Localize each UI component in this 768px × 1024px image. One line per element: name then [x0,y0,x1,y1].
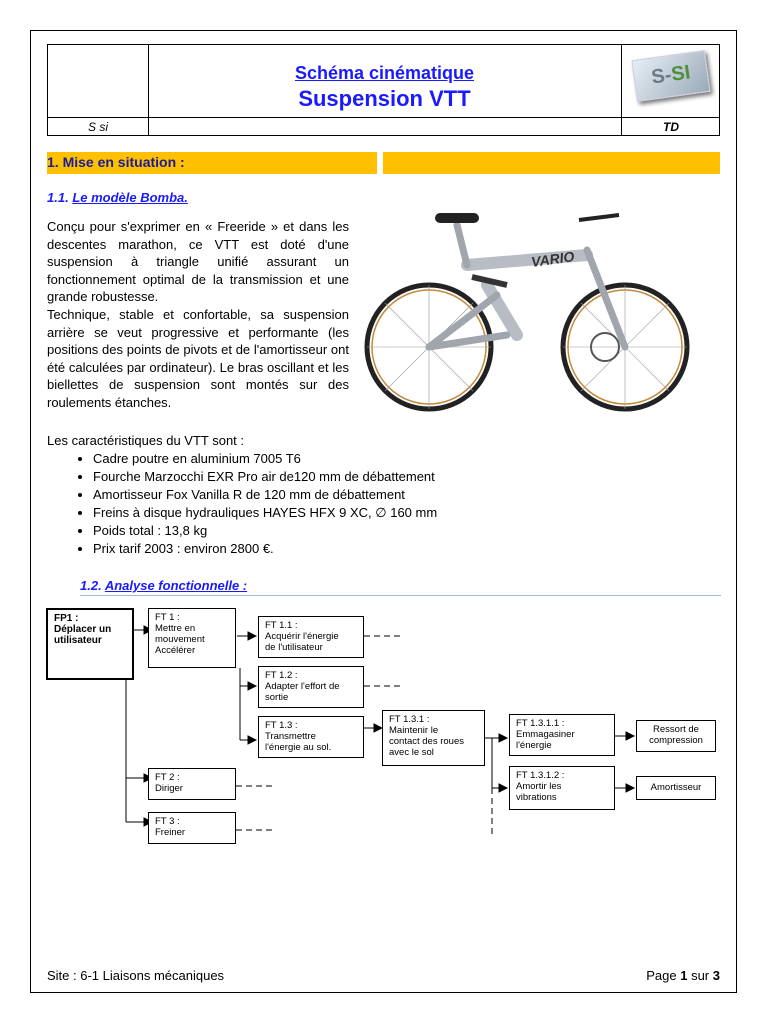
logo-text-a: S- [650,64,673,89]
subsection-underline [80,595,721,596]
ft3-box [148,812,236,844]
subsection-1-2 [80,578,247,593]
header-right-label: TD [621,118,720,136]
list-item: • Amortisseur Fox Vanilla R de 120 mm de débattement [93,486,437,504]
ft2-box [148,768,236,800]
paragraph-1: Conçu pour s'exprimer en « Freeride » et dans les descentes marathon, ce VTT est doté d'une suspension à triangle unifié assurant un fonctionnement optimal de la transmission et une grande robustesse. [47,219,349,305]
box-line: Accélérer [155,645,196,656]
ft1-2-box [258,666,364,708]
box-line: Emmagasiner [516,729,575,740]
description-paragraph [47,218,349,412]
box-line: FT 1.3.1.2 : [516,770,565,781]
ssi-logo [631,50,710,102]
ft1-3-1-1-box [509,714,615,756]
box-line: FT 1.2 : [265,670,298,681]
bike-image [357,185,697,425]
list-item: • Fourche Marzocchi EXR Pro air de120 mm de débattement [93,468,437,486]
footer-page-current: 1 [680,968,688,983]
box-line: utilisateur [54,635,102,646]
box-line: Adapter l'effort de [265,681,340,692]
footer-of-word: sur [691,968,710,983]
characteristics-list [47,450,437,558]
box-line: contact des roues [389,736,464,747]
box-line: Amortisseur [650,782,702,793]
subsection-title: Le modèle Bomba. [72,190,188,205]
box-line: Amortir les [516,781,562,792]
amortisseur-box [636,776,716,800]
box-line: compression [649,735,703,746]
fp1-box [46,608,134,680]
box-line: de l'utilisateur [265,642,323,653]
box-line: FT 1.1 : [265,620,298,631]
list-item: • Cadre poutre en aluminium 7005 T6 [93,450,437,468]
header-row2 [48,117,719,136]
list-item: • Prix tarif 2003 : environ 2800 €. [93,540,437,558]
box-line: sortie [265,692,289,703]
box-line: Déplacer un [54,624,112,635]
box-line: FT 1 : [155,612,180,623]
box-line: FT 2 : [155,772,180,783]
box-line: FT 1.3.1.1 : [516,718,565,729]
box-line: vibrations [516,792,557,803]
box-line: l'énergie au sol. [265,742,332,753]
box-line: FT 3 : [155,816,180,827]
list-item: • Poids total : 13,8 kg [93,522,437,540]
box-line: FT 1.3.1 : [389,714,430,725]
functional-analysis-diagram [40,600,740,850]
header-left-label: S si [48,118,149,136]
subsection-number: 1.1. [47,190,69,205]
header-title-cell [148,45,621,117]
box-line: Mettre en [155,623,196,634]
ressort-box [636,720,716,752]
box-line: Freiner [155,827,186,838]
subsection-title: Analyse fonctionnelle : [104,578,248,593]
subsection-1-1 [47,190,188,205]
box-line: avec le sol [389,747,434,758]
ft1-3-1-box [382,710,485,766]
characteristics [47,432,437,558]
characteristics-intro: Les caractéristiques du VTT sont : [47,433,245,448]
logo-text-b: SI [669,61,692,86]
footer-page-number [646,968,720,983]
ft1-1-box [258,616,364,658]
box-line: Acquérir l'énergie [265,631,339,642]
section-bar [47,152,720,174]
box-line: FP1 : [54,613,79,624]
header-table [47,44,720,136]
box-line: Maintenir le [389,725,439,736]
box-line: FT 1.3 : [265,720,298,731]
header-left-cell [48,45,149,117]
footer-page-total: 3 [712,968,720,983]
box-line: mouvement [155,634,205,645]
ft1-box [148,608,236,668]
paragraph-2: Technique, stable et confortable, sa suspension arrière se veut progressive et performante (les positions des points de pivots et de l'amortisseur ont été calculées par ordinateur). Le bras oscillant et les biellettes de suspension sont montés sur des roulements étanches. [47,306,349,410]
ft1-3-box [258,716,364,758]
doc-title: Suspension VTT [298,86,471,111]
box-line: Transmettre [265,731,316,742]
box-line: Ressort de [653,724,699,735]
footer-page-word: Page [646,968,677,983]
box-line: l'énergie [516,740,552,751]
ft1-3-1-2-box [509,766,615,810]
box-line: Diriger [155,783,183,794]
doc-subtitle: Schéma cinématique [294,63,475,83]
list-item: • Freins à disque hydrauliques HAYES HFX 9 XC, ∅ 160 mm [93,504,437,522]
section-title: 1. Mise en situation : [47,154,185,170]
section-bar-gap [377,152,383,174]
bike-brand-lettering: VARIO [530,248,576,270]
subsection-number: 1.2. [80,578,102,593]
header-logo-cell [621,45,720,117]
footer-site: Site : 6-1 Liaisons mécaniques [47,968,225,983]
